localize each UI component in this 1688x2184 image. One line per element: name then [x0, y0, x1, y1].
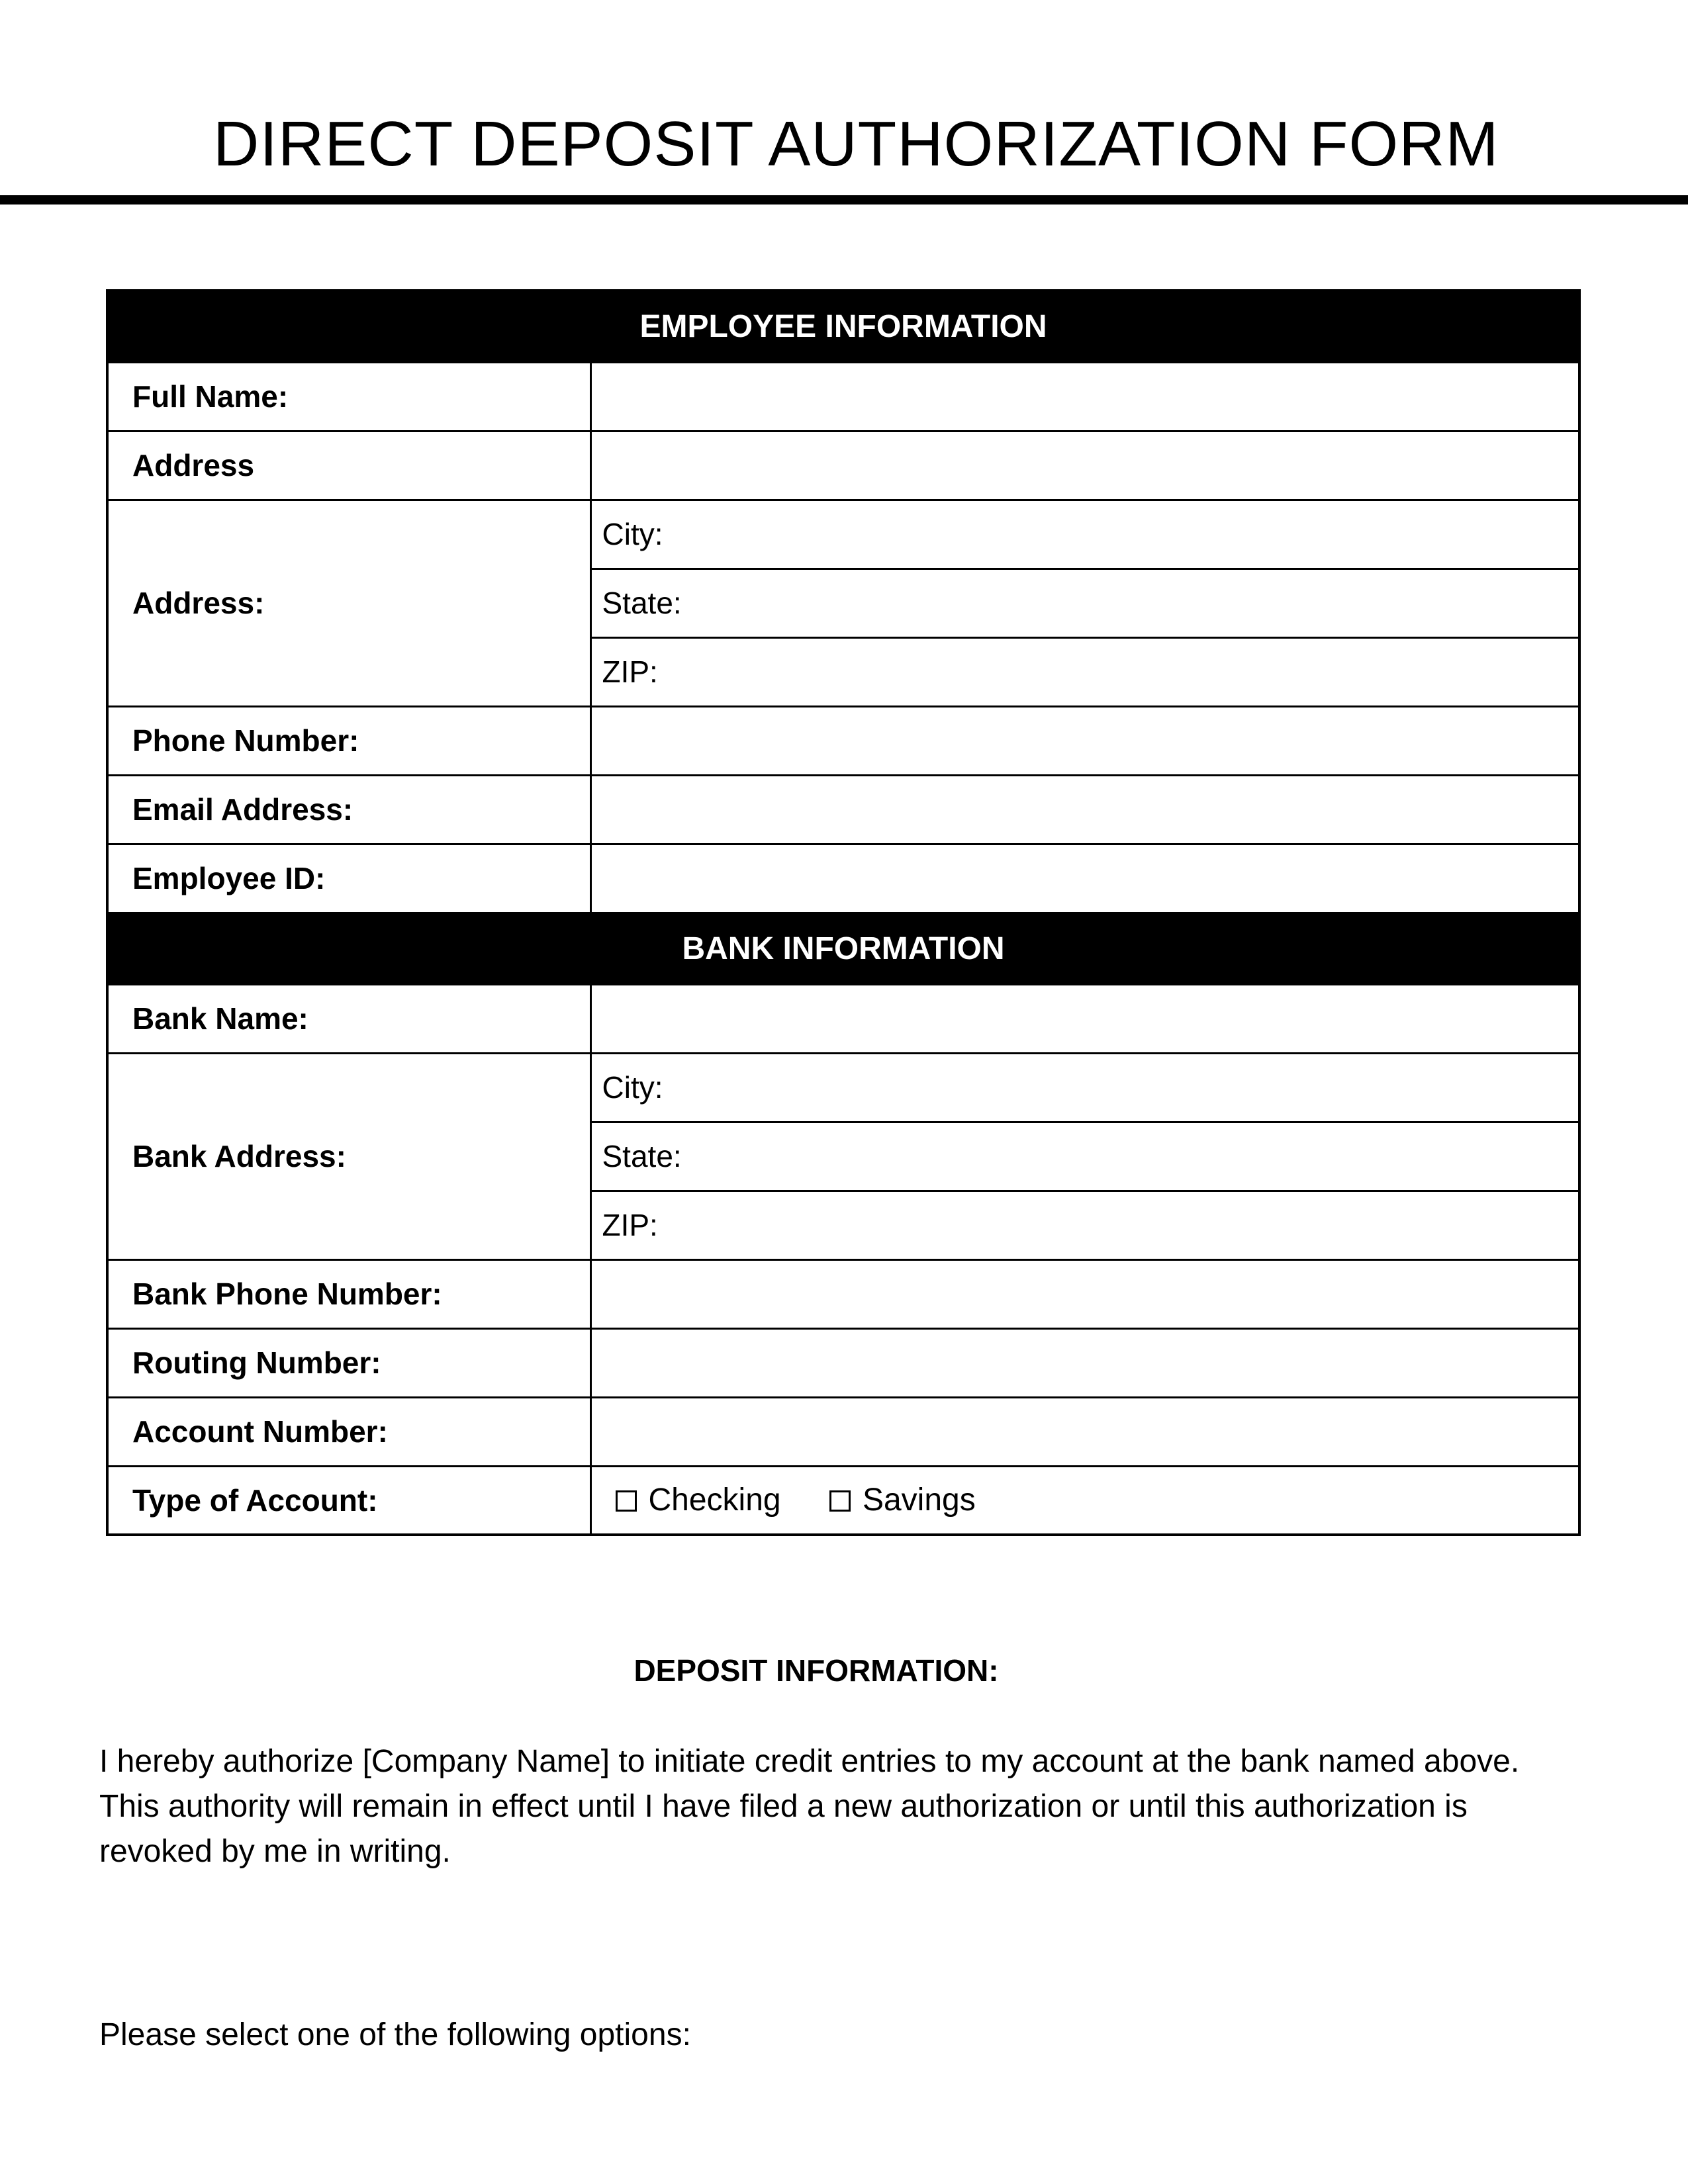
employee-section-header-row [107, 291, 1579, 362]
address-row [107, 431, 1579, 500]
checking-label: Checking [648, 1482, 781, 1518]
bank-city-row [107, 1053, 1579, 1122]
page-title: DIRECT DEPOSIT AUTHORIZATION FORM [213, 109, 1499, 179]
routing-field[interactable] [590, 1328, 1579, 1397]
bank-state-label: State: [602, 1139, 682, 1173]
address-label: Address [107, 431, 590, 500]
options-prompt: Please select one of the following options: [99, 2017, 691, 2052]
email-label: Email Address: [107, 775, 590, 844]
routing-label: Routing Number: [107, 1328, 590, 1397]
phone-row [107, 706, 1579, 775]
address-detail-label: Address: [107, 500, 590, 706]
account-row [107, 1397, 1579, 1466]
phone-field[interactable] [590, 706, 1579, 775]
email-field[interactable] [590, 775, 1579, 844]
checking-option[interactable] [616, 1482, 781, 1518]
bank-name-field[interactable] [590, 984, 1579, 1053]
checkbox-icon[interactable] [829, 1490, 851, 1512]
employee-state-label: State: [602, 586, 682, 620]
savings-option[interactable] [829, 1482, 976, 1518]
bank-section-header: BANK INFORMATION [107, 913, 1579, 984]
bank-zip-label: ZIP: [602, 1208, 658, 1242]
authorization-form-table [106, 289, 1581, 1536]
title-divider [0, 195, 1688, 205]
employee-state-field[interactable] [590, 569, 1579, 637]
full-name-row [107, 362, 1579, 431]
account-type-label: Type of Account: [107, 1466, 590, 1535]
bank-phone-row [107, 1259, 1579, 1328]
full-name-field[interactable] [590, 362, 1579, 431]
deposit-heading: DEPOSIT INFORMATION: [633, 1653, 999, 1688]
checkbox-icon[interactable] [616, 1490, 637, 1512]
employee-section-header: EMPLOYEE INFORMATION [107, 291, 1579, 362]
employee-zip-field[interactable] [590, 637, 1579, 706]
bank-city-field[interactable] [590, 1053, 1579, 1122]
bank-zip-field[interactable] [590, 1191, 1579, 1259]
full-name-label: Full Name: [107, 362, 590, 431]
bank-name-label: Bank Name: [107, 984, 590, 1053]
savings-label: Savings [862, 1482, 976, 1518]
routing-row [107, 1328, 1579, 1397]
employee-city-label: City: [602, 517, 663, 551]
employee-id-label: Employee ID: [107, 844, 590, 913]
employee-id-row [107, 844, 1579, 913]
employee-city-field[interactable] [590, 500, 1579, 569]
bank-state-field[interactable] [590, 1122, 1579, 1191]
employee-zip-label: ZIP: [602, 655, 658, 689]
bank-city-label: City: [602, 1070, 663, 1105]
employee-id-field[interactable] [590, 844, 1579, 913]
phone-label: Phone Number: [107, 706, 590, 775]
account-label: Account Number: [107, 1397, 590, 1466]
account-type-row [107, 1466, 1579, 1535]
bank-phone-label: Bank Phone Number: [107, 1259, 590, 1328]
email-row [107, 775, 1579, 844]
bank-phone-field[interactable] [590, 1259, 1579, 1328]
account-field[interactable] [590, 1397, 1579, 1466]
bank-section-header-row [107, 913, 1579, 984]
bank-address-label: Bank Address: [107, 1053, 590, 1259]
address-city-row [107, 500, 1579, 569]
address-field[interactable] [590, 431, 1579, 500]
authorization-paragraph: I hereby authorize [Company Name] to initiate credit entries to my account at the bank named above. This authority will remain in effect until I have filed a new authorization or until this authorization is revoked by me in writing. [99, 1744, 1520, 1869]
bank-name-row [107, 984, 1579, 1053]
account-type-options [590, 1466, 1579, 1535]
